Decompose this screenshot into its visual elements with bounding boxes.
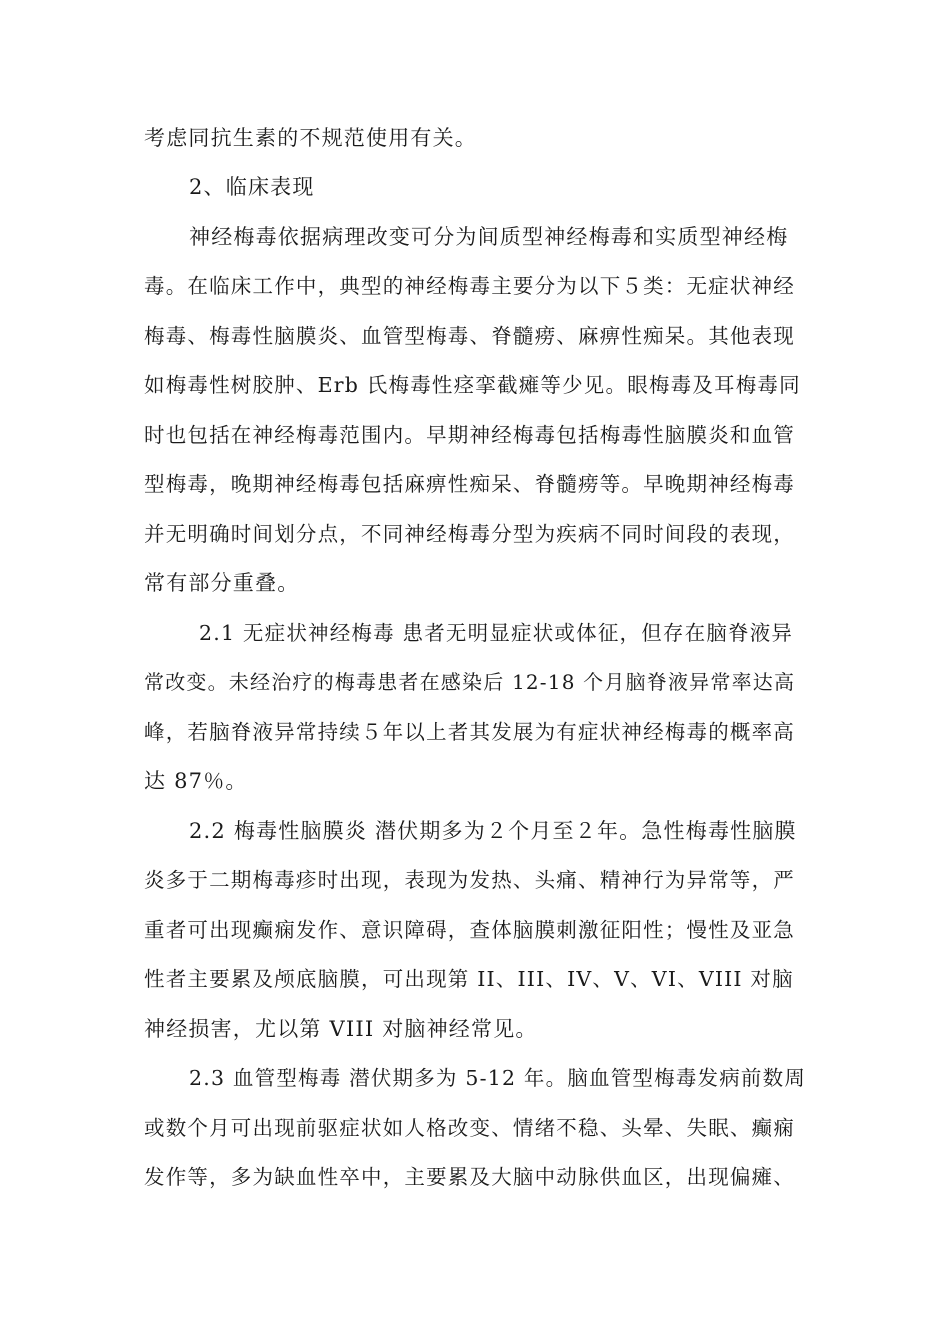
subsection-line: 2.2 梅毒性脑膜炎 潜伏期多为２个月至２年。急性梅毒性脑膜 xyxy=(189,819,797,843)
text-line: 达 87％。 xyxy=(144,769,248,793)
text-line: 峰，若脑脊液异常持续５年以上者其发展为有症状神经梅毒的概率高 xyxy=(144,720,795,744)
text-line: 炎多于二期梅毒疹时出现，表现为发热、头痛、精神行为异常等，严 xyxy=(144,868,795,892)
subsection-line: 2.1 无症状神经梅毒 患者无明显症状或体征，但存在脑脊液异 xyxy=(199,621,794,645)
section-heading: 2、临床表现 xyxy=(189,175,315,199)
text-line: 或数个月可出现前驱症状如人格改变、情绪不稳、头晕、失眠、癫痫 xyxy=(144,1116,795,1140)
text-line: 并无明确时间划分点，不同神经梅毒分型为疾病不同时间段的表现， xyxy=(144,522,795,546)
text-line: 重者可出现癫痫发作、意识障碍，查体脑膜刺激征阳性；慢性及亚急 xyxy=(144,918,795,942)
text-line: 常有部分重叠。 xyxy=(144,571,300,595)
text-line: 性者主要累及颅底脑膜，可出现第 II、III、IV、V、VI、VIII 对脑 xyxy=(144,967,794,991)
text-line: 毒。在临床工作中，典型的神经梅毒主要分为以下５类：无症状神经 xyxy=(144,274,795,298)
text-line: 神经损害，尤以第 VIII 对脑神经常见。 xyxy=(144,1017,538,1041)
text-line: 如梅毒性树胶肿、Erb 氏梅毒性痉挛截瘫等少见。眼梅毒及耳梅毒同 xyxy=(144,373,801,397)
text-line: 梅毒、梅毒性脑膜炎、血管型梅毒、脊髓痨、麻痹性痴呆。其他表现 xyxy=(144,324,795,348)
text-line: 型梅毒，晚期神经梅毒包括麻痹性痴呆、脊髓痨等。早晚期神经梅毒 xyxy=(144,472,795,496)
text-line: 常改变。未经治疗的梅毒患者在感染后 12-18 个月脑脊液异常率达高 xyxy=(144,670,796,694)
text-line: 发作等，多为缺血性卒中，主要累及大脑中动脉供血区，出现偏瘫、 xyxy=(144,1165,795,1189)
text-line: 考虑同抗生素的不规范使用有关。 xyxy=(144,126,477,150)
text-line: 神经梅毒依据病理改变可分为间质型神经梅毒和实质型神经梅 xyxy=(189,225,789,249)
subsection-line: 2.3 血管型梅毒 潜伏期多为 5-12 年。脑血管型梅毒发病前数周 xyxy=(189,1066,807,1090)
text-line: 时也包括在神经梅毒范围内。早期神经梅毒包括梅毒性脑膜炎和血管 xyxy=(144,423,795,447)
